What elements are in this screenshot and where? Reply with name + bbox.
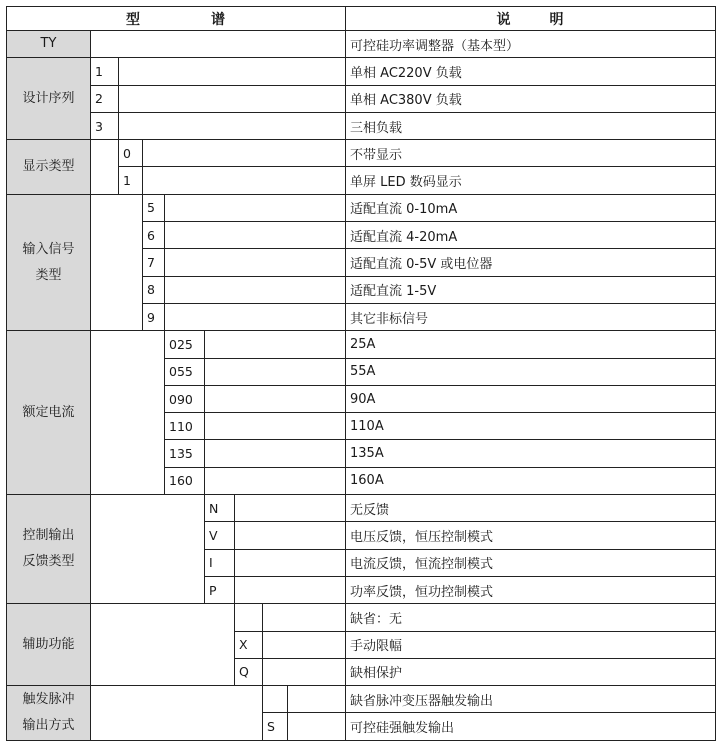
desc-cell: 55A — [346, 358, 716, 385]
blank-cell — [205, 413, 346, 440]
desc-cell: 135A — [346, 440, 716, 467]
blank-cell — [119, 112, 346, 139]
blank-cell — [263, 631, 346, 658]
desc-cell: 电压反馈，恒压控制模式 — [346, 522, 716, 549]
desc-cell: 功率反馈，恒功控制模式 — [346, 576, 716, 603]
code-cell: 3 — [91, 112, 119, 139]
desc-cell: 不带显示 — [346, 140, 716, 167]
category-trigger — [7, 686, 91, 741]
desc-cell: 110A — [346, 413, 716, 440]
blank-cell — [205, 467, 346, 494]
blank-cell — [91, 31, 346, 58]
desc-cell: 适配直流 0-10mA — [346, 194, 716, 221]
blank-cell — [143, 140, 346, 167]
table-row — [7, 331, 716, 358]
desc-cell: 缺省脉冲变压器触发输出 — [346, 686, 716, 713]
code-cell: S — [263, 713, 288, 740]
code-cell: X — [235, 631, 263, 658]
code-cell: 7 — [143, 249, 165, 276]
header-right-b: 明 — [549, 11, 565, 28]
code-cell: I — [205, 549, 235, 576]
header-right-a: 说 — [496, 11, 512, 28]
code-cell: 9 — [143, 303, 165, 330]
code-cell: 055 — [165, 358, 205, 385]
category-trigger-line1: 触发脉冲 — [22, 691, 75, 707]
blank-cell — [235, 549, 346, 576]
category-aux: 辅助功能 — [7, 604, 91, 686]
table-row — [7, 140, 716, 167]
table-row — [7, 495, 716, 522]
code-cell: 110 — [165, 413, 205, 440]
blank-cell — [288, 686, 346, 713]
code-cell — [263, 686, 288, 713]
category-feedback-line1: 控制输出 — [22, 528, 75, 544]
blank-cell — [91, 194, 143, 330]
blank-cell — [165, 249, 346, 276]
desc-cell: 无反馈 — [346, 495, 716, 522]
blank-cell — [91, 604, 235, 686]
desc-cell: 适配直流 4-20mA — [346, 222, 716, 249]
blank-cell — [205, 331, 346, 358]
code-cell: 1 — [91, 58, 119, 85]
table-row — [7, 85, 716, 112]
category-feedback-line2: 反馈类型 — [22, 554, 75, 570]
desc-cell: 适配直流 1-5V — [346, 276, 716, 303]
blank-cell — [165, 194, 346, 221]
category-feedback — [7, 495, 91, 604]
model-code: TY — [40, 36, 57, 52]
desc-cell: 适配直流 0-5V 或电位器 — [346, 249, 716, 276]
desc-cell: 其它非标信号 — [346, 303, 716, 330]
table-row — [7, 112, 716, 139]
desc-cell: 手动限幅 — [346, 631, 716, 658]
code-cell: 8 — [143, 276, 165, 303]
table-row — [7, 194, 716, 221]
blank-cell — [288, 713, 346, 740]
code-cell: V — [205, 522, 235, 549]
desc-cell: 可控硅强触发输出 — [346, 713, 716, 740]
blank-cell — [205, 385, 346, 412]
desc-cell: 25A — [346, 331, 716, 358]
blank-cell — [235, 495, 346, 522]
blank-cell — [235, 576, 346, 603]
blank-cell — [91, 686, 263, 741]
header-desc-cell — [346, 7, 716, 31]
table-row — [7, 58, 716, 85]
blank-cell — [165, 276, 346, 303]
code-cell: 160 — [165, 467, 205, 494]
code-cell: 5 — [143, 194, 165, 221]
code-cell: 2 — [91, 85, 119, 112]
blank-cell — [91, 331, 165, 495]
category-input-signal-line1: 输入信号 — [22, 241, 75, 257]
blank-cell — [263, 604, 346, 631]
category-display-type: 显示类型 — [7, 140, 91, 195]
desc-cell: 三相负载 — [346, 112, 716, 139]
category-input-signal-line2: 类型 — [35, 267, 62, 283]
code-cell: 025 — [165, 331, 205, 358]
blank-cell — [205, 358, 346, 385]
code-cell: 1 — [119, 167, 143, 194]
desc-cell: 缺相保护 — [346, 658, 716, 685]
blank-cell — [263, 658, 346, 685]
category-input-signal — [7, 194, 91, 330]
code-cell: 090 — [165, 385, 205, 412]
blank-cell — [119, 58, 346, 85]
desc-cell: 单相 AC220V 负载 — [346, 58, 716, 85]
header-left-b: 谱 — [211, 11, 226, 28]
blank-cell — [91, 495, 205, 604]
desc-cell: 电流反馈，恒流控制模式 — [346, 549, 716, 576]
category-rated-current: 额定电流 — [7, 331, 91, 495]
desc-cell: 单屏 LED 数码显示 — [346, 167, 716, 194]
blank-cell — [235, 522, 346, 549]
header-left-a: 型 — [126, 11, 141, 28]
category-trigger-line2: 输出方式 — [22, 717, 75, 733]
table-row — [7, 31, 716, 58]
model-spec-table — [6, 6, 716, 741]
desc-cell: 90A — [346, 385, 716, 412]
table-row — [7, 686, 716, 713]
desc-cell: 缺省：无 — [346, 604, 716, 631]
code-cell — [235, 604, 263, 631]
code-cell: 0 — [119, 140, 143, 167]
model-desc: 可控硅功率调整器（基本型） — [346, 31, 716, 58]
desc-cell: 单相 AC380V 负载 — [346, 85, 716, 112]
desc-cell: 160A — [346, 467, 716, 494]
blank-cell — [119, 85, 346, 112]
category-design-series: 设计序列 — [7, 58, 91, 140]
code-cell: Q — [235, 658, 263, 685]
code-cell: 6 — [143, 222, 165, 249]
model-code-cell — [7, 31, 91, 58]
blank-cell — [143, 167, 346, 194]
code-cell: 135 — [165, 440, 205, 467]
blank-cell — [165, 222, 346, 249]
table-header-row — [7, 7, 716, 31]
blank-cell — [165, 303, 346, 330]
code-cell: N — [205, 495, 235, 522]
blank-cell — [91, 140, 119, 195]
code-cell: P — [205, 576, 235, 603]
spec-sheet — [6, 6, 715, 744]
table-row — [7, 604, 716, 631]
header-model-cell — [7, 7, 346, 31]
blank-cell — [205, 440, 346, 467]
